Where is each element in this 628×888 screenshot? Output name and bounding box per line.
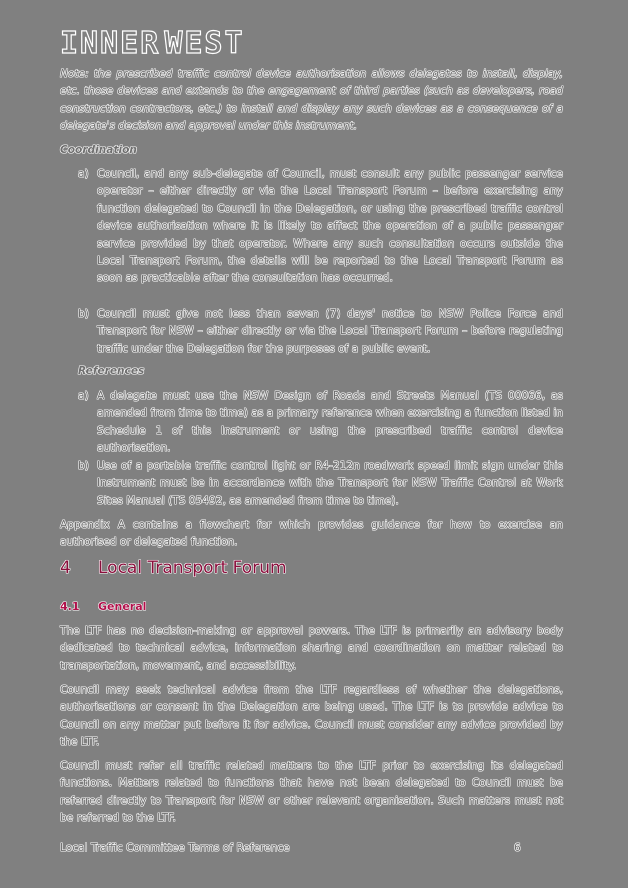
note-paragraph: Note: the prescribed traffic control device authorisation allows delegates to install, display, etc. those devices and extends to the engagement of third parties (such as developers, road construction contractors, etc.) to install and display any such devices as a consequence of a delegate's decision and approval under this instrument. [60, 68, 563, 133]
subsection-title: General [98, 600, 147, 613]
body-paragraph: Council must refer all traffic related matters to the LTF prior to exercising its delegated functions. Matters related to functions that have not been delegated to Council must be referred directly to Transport for NSW or other relevant organisation. Such matters must not be referred to the LTF. [60, 760, 563, 825]
list-item [78, 306, 563, 358]
list-text: Use of a portable traffic control light or R4-212n roadwork speed limit sign under this Instrument must be in accordance with the Transport for NSW Traffic Control at Work Sites Manual (TS 05492, as amended from time to time). [97, 460, 563, 507]
list-marker: a) [78, 168, 89, 180]
references-heading: References [78, 365, 145, 377]
inner-west-logo [60, 28, 245, 60]
logo-word-1: INNER [60, 26, 161, 61]
coordination-heading: Coordination [60, 144, 137, 156]
list-marker: a) [78, 390, 89, 402]
list-item [78, 166, 563, 288]
list-text: A delegate must use the NSW Design of Roads and Streets Manual (TS 00066, as amended from time to time) as a primary reference when exercising a function listed in Schedule 1 of this Instrument or using the prescribed traffic control device authorisation. [97, 390, 563, 455]
list-item [78, 388, 563, 458]
body-paragraph: The LTF has no decision-making or approval powers. The LTF is primarily an advisory body dedicated to technical advice, information sharing and coordination on matter related to transportation, movement, and accessibility. [60, 625, 563, 672]
subsection-heading [60, 600, 146, 613]
section-number: 4 [60, 558, 71, 578]
list-marker: b) [78, 460, 89, 472]
list-text: Council, and any sub-delegate of Council, must consult any public passenger service operator – either directly or via the Local Transport Forum – before exercising any function delegated to Council in the Delegation, or using the prescribed traffic control device authorisation where it is likely to affect the operation of a public passenger service provided by that operator. Where any such consultation occurs outside the Local Transport Forum, the details will be reported to the Local Transport Forum as soon as practicable after the consultation has occurred. [97, 168, 563, 285]
subsection-number: 4.1 [60, 600, 80, 613]
page-number: 6 [514, 842, 521, 854]
list-text: Council must give not less than seven (7) days' notice to NSW Police Force and Transport for NSW – either directly or via the Local Transport Forum – before regulating traffic under the Delegation for the purposes of a public event. [97, 308, 563, 355]
list-item [78, 458, 563, 510]
logo-word-2: WEST [164, 26, 245, 61]
appendix-paragraph: Appendix A contains a flowchart for which provides guidance for how to exercise an authorised or delegated function. [60, 519, 563, 549]
section-title: Local Transport Forum [98, 558, 287, 578]
section-heading [60, 558, 287, 578]
body-paragraph: Council may seek technical advice from the LTF regardless of whether the delegations, authorisations or consent in the Delegation are being used. The LTF is to provide advice to Council on any matter put before it for advice. Council must consider any advice provided by the LTF. [60, 684, 563, 749]
list-marker: b) [78, 308, 89, 320]
footer-title: Local Traffic Committee Terms of Reference [60, 842, 290, 854]
